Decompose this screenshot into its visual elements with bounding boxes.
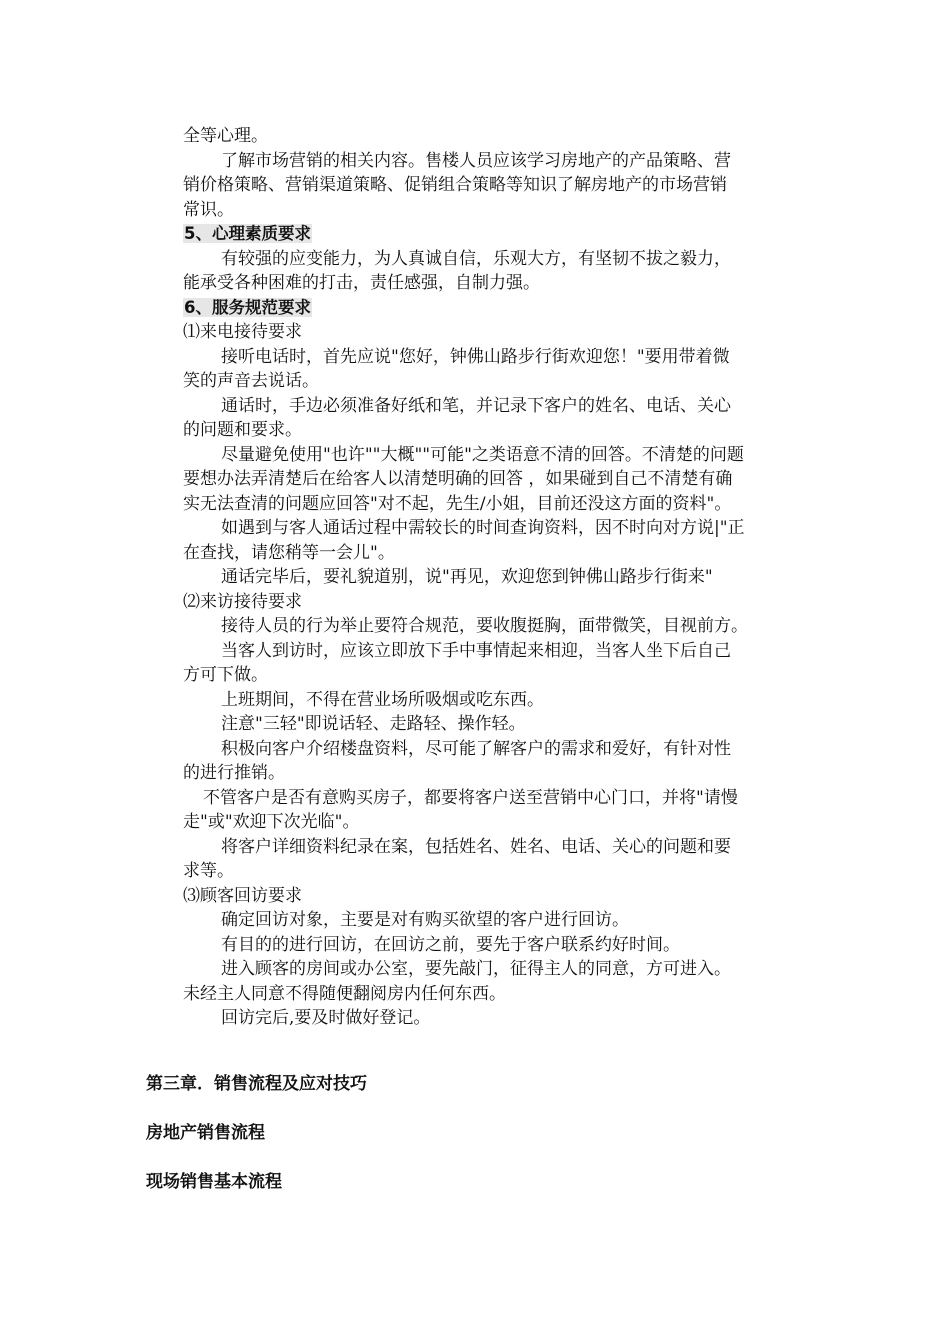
- paragraph-line: 有目的的进行回访，在回访之前，要先于客户联系约好时间。: [221, 934, 680, 955]
- document-body: [183, 124, 811, 1031]
- paragraph-line: 的进行推销。: [183, 763, 285, 783]
- paragraph-line: 未经主人同意不得随便翻阅房内任何东西。: [183, 983, 506, 1004]
- section-heading-text: 6、服务规范要求: [184, 297, 311, 317]
- paragraph-line: 有较强的应变能力，为人真诚自信，乐观大方，有坚韧不拔之毅力，: [221, 248, 731, 269]
- paragraph-line: 不管客户是否有意购买房子，都要将客户送至营销中心门口，并将"请慢: [203, 787, 738, 808]
- paragraph-line: 销价格策略、营销渠道策略、促销组合策略等知识了解房地产的市场营销: [183, 175, 727, 195]
- paragraph-line: 笑的声音去说话。: [183, 371, 319, 391]
- paragraph-line: 如遇到与客人通话过程中需较长的时间查询资料，因不时向对方说|"正: [221, 518, 745, 538]
- paragraph-line: 回访完后,要及时做好登记。: [221, 1008, 431, 1028]
- paragraph-line: 的问题和要求。: [183, 420, 302, 440]
- paragraph-line: 要想办法弄清楚后在给客人以清楚明确的回答 ，如果碰到自己不清楚有确: [183, 469, 733, 489]
- paragraph-line: 常识。: [183, 199, 234, 220]
- subsection-title: 现场销售基本流程: [146, 1172, 282, 1192]
- paragraph-line: 接待人员的行为举止要符合规范，要收腹挺胸，面带微笑，目视前方。: [221, 616, 748, 636]
- paragraph-line: 通话时，手边必须准备好纸和笔，并记录下客户的姓名、电话、关心: [221, 395, 731, 416]
- paragraph-line: 注意"三轻"即说话轻、走路轻、操作轻。: [221, 714, 526, 734]
- section-heading-text: 5、心理素质要求: [184, 224, 311, 243]
- paragraph-line: 实无法查清的问题应回答"对不起，先生/小姐，目前还没这方面的资料"。: [183, 493, 732, 514]
- paragraph-line: 求等。: [183, 861, 234, 881]
- paragraph-line: 通话完毕后，要礼貌道别，说"再见，欢迎您到钟佛山路步行街来": [221, 567, 713, 587]
- paragraph-line: 走"或"欢迎下次光临"。: [183, 812, 360, 832]
- paragraph-line: 积极向客户介绍楼盘资料，尽可能了解客户的需求和爱好，有针对性: [221, 738, 731, 759]
- paragraph-line: 接听电话时，首先应说"您好，钟佛山路步行街欢迎您！"要用带着微: [221, 346, 730, 367]
- paragraph-line: 全等心理。: [183, 126, 268, 146]
- paragraph-line: 在查找，请您稍等一会儿"。: [183, 542, 395, 563]
- paragraph-line: 进入顾客的房间或办公室，要先敲门，征得主人的同意，方可进入。: [221, 959, 731, 979]
- paragraph-line: ⑵来访接待要求: [183, 591, 302, 612]
- paragraph-line: 方可下做。: [183, 665, 268, 685]
- paragraph-line: ⑴来电接待要求: [183, 322, 302, 342]
- paragraph-line: 了解市场营销的相关内容。售楼人员应该学习房地产的产品策略、营: [221, 150, 731, 171]
- section-heading: [183, 222, 811, 247]
- paragraph-line: 当客人到访时，应该立即放下手中事情起来相迎，当客人坐下后自己: [221, 640, 731, 661]
- section-title: 房地产销售流程: [146, 1123, 265, 1143]
- paragraph-line: 能承受各种困难的打击，责任感强，自制力强。: [183, 273, 540, 293]
- chapter-title: 第三章．销售流程及应对技巧: [146, 1074, 367, 1094]
- paragraph-line: 确定回访对象，主要是对有购买欲望的客户进行回访。: [221, 910, 629, 930]
- paragraph-line: 将客户详细资料纪录在案，包括姓名、姓名、电话、关心的问题和要: [221, 836, 731, 857]
- paragraph-line: 尽量避免使用"也许""大概""可能"之类语意不清的回答。不清楚的问题: [221, 444, 744, 465]
- paragraph-line: ⑶顾客回访要求: [183, 885, 302, 906]
- section-heading: [183, 296, 811, 321]
- paragraph-line: 上班期间，不得在营业场所吸烟或吃东西。: [221, 689, 544, 710]
